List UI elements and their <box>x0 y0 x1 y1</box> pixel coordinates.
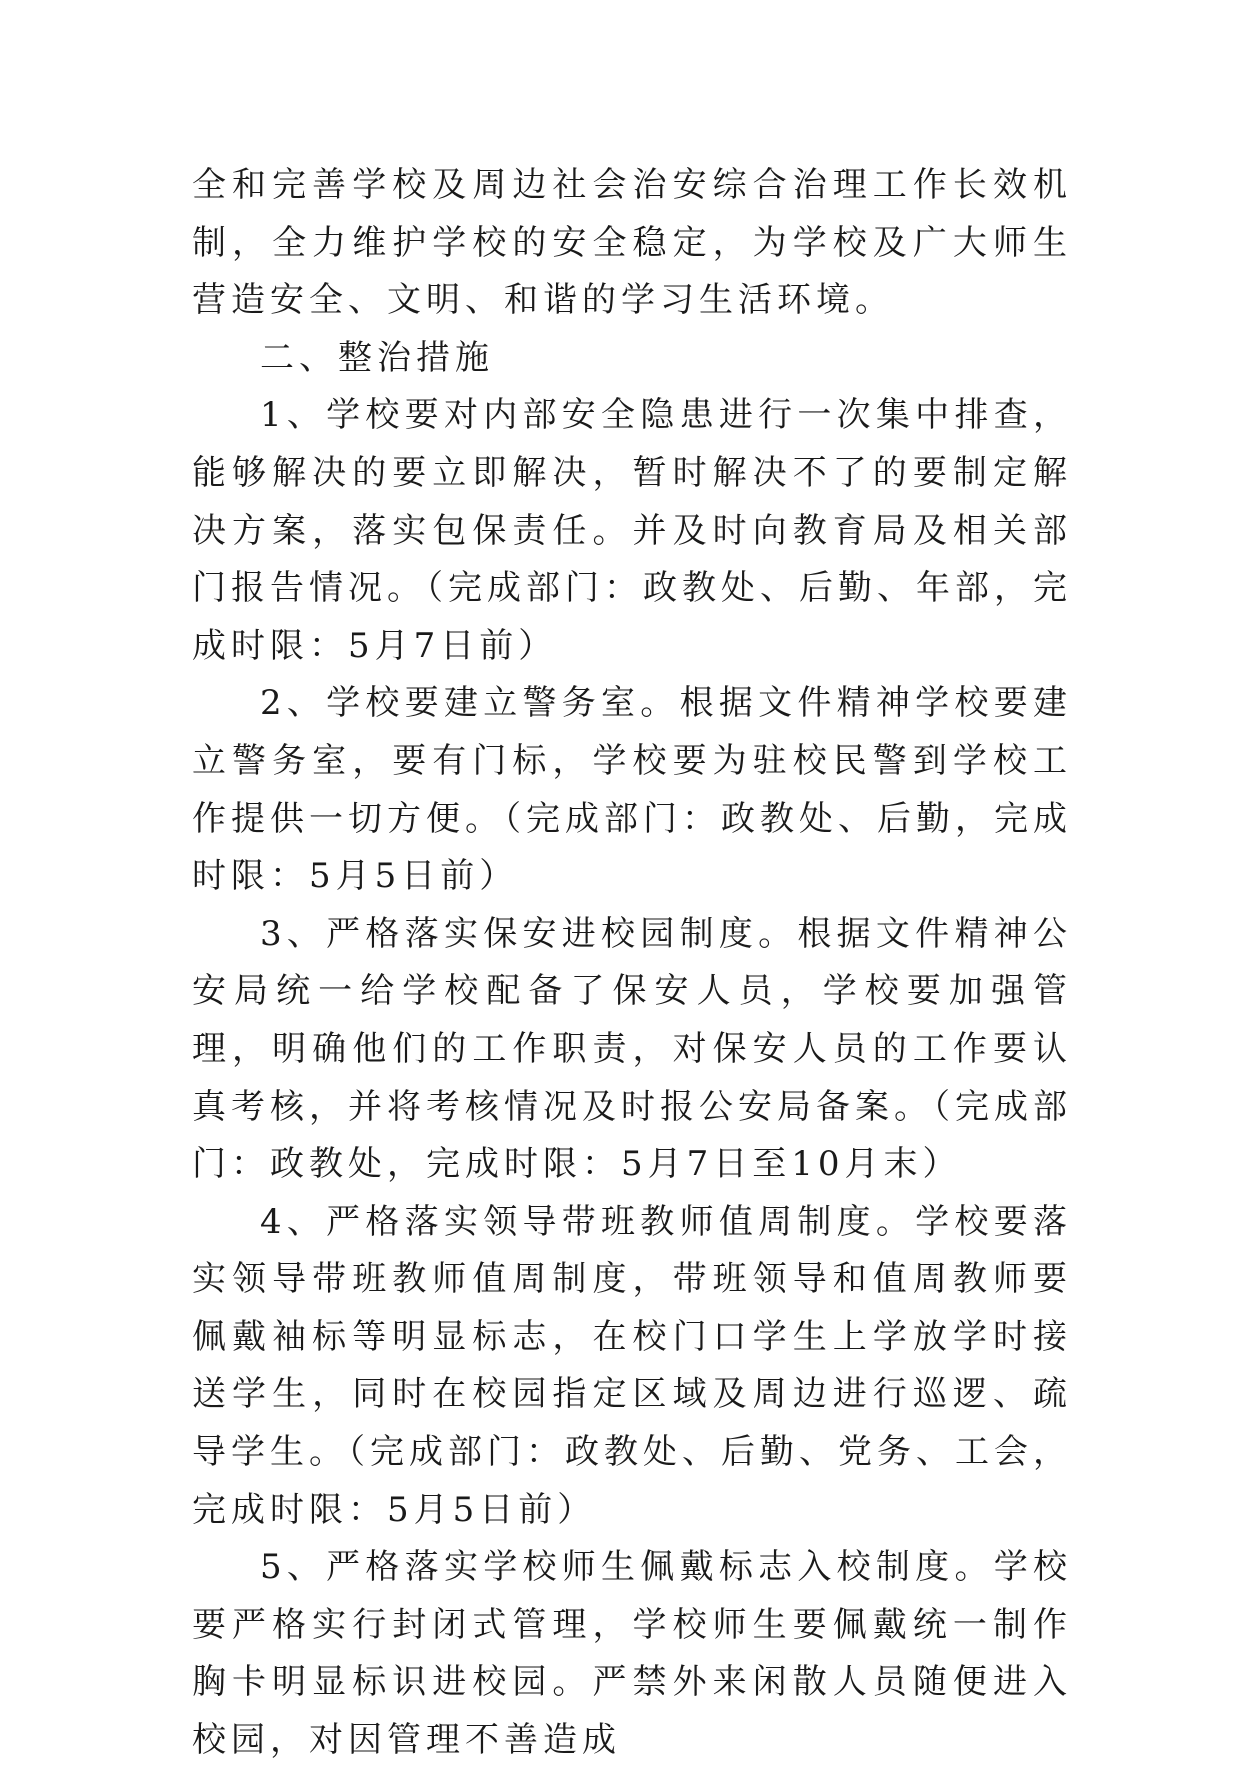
paragraph-measure-2: 2、学校要建立警务室。根据文件精神学校要建立警务室，要有门标，学校要为驻校民警到学校工作提供一切方便。（完成部门：政教处、后勤，完成时限：5月5日前） <box>192 683 1072 897</box>
section-heading: 二、整治措施 <box>260 337 494 378</box>
paragraph-intro-continuation: 全和完善学校及周边社会治安综合治理工作长效机制，全力维护学校的安全稳定，为学校及广大师生营造安全、文明、和谐的学习生活环境。 <box>192 165 1072 321</box>
paragraph-measure-5: 5、严格落实学校师生佩戴标志入校制度。学校要严格实行封闭式管理，学校师生要佩戴统一制作胸卡明显标识进校园。严禁外来闲散人员随便进入校园，对因管理不善造成 <box>192 1547 1072 1761</box>
paragraph-measure-1: 1、学校要对内部安全隐患进行一次集中排查，能够解决的要立即解决，暂时解决不了的要制定解决方案，落实包保责任。并及时向教育局及相关部门报告情况。（完成部门：政教处、后勤、年部，完成时限：5月7日前） <box>192 395 1072 666</box>
paragraph-measure-4: 4、严格落实领导带班教师值周制度。学校要落实领导带班教师值周制度，带班领导和值周教师要佩戴袖标等明显标志，在校门口学生上学放学时接送学生，同时在校园指定区域及周边进行巡逻、疏导学生。（完成部门：政教处、后勤、党务、工会，完成时限：5月5日前） <box>192 1201 1072 1530</box>
document-body <box>192 157 1072 1770</box>
paragraph-measure-3: 3、严格落实保安进校园制度。根据文件精神公安局统一给学校配备了保安人员，学校要加强管理，明确他们的工作职责，对保安人员的工作要认真考核，并将考核情况及时报公安局备案。（完成部门：政教处，完成时限：5月7日至10月末） <box>192 913 1072 1185</box>
